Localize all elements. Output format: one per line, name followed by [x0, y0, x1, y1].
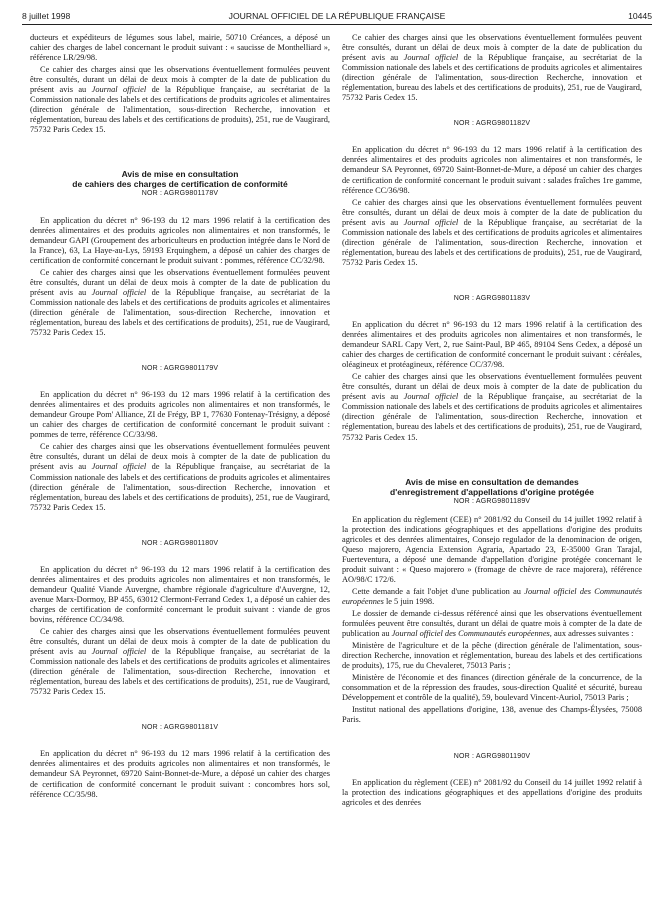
right-column [342, 33, 642, 810]
paragraph: En application du règlement (CEE) n° 2081/92 du Conseil du 14 juillet 1992 relatif à la protection des indications géographiques et des appellations d'origine des produits agricoles et des denrées [342, 777, 642, 807]
page-header [22, 11, 652, 25]
nor-reference: NOR : AGRG9801190V [453, 752, 531, 760]
nor-reference: NOR : AGRG9801183V [453, 294, 531, 302]
paragraph: Le dossier de demande ci-dessus référencé ainsi que les observations éventuellement formulées peuvent être consultés, durant un délai de quatre mois à compter de la date de publication au Journal officiel des Communautés européennes, aux adresses suivantes : [342, 609, 642, 639]
paragraph: Ce cahier des charges ainsi que les observations éventuellement formulées peuvent être consultés, durant un délai de deux mois à compter de la date de publication du présent avis au Journal officiel de la République française, au secrétariat de la Commission nationale des labels et des certifications de produits agricoles et alimentaires (direction générale de l'alimentation, sous-direction Recherche, innovation et réglementation, bureau des labels et des certifications de produits), 251, rue de Vaugirard, 75732 Paris Cedex 15. [342, 33, 642, 103]
paragraph: Cette demande a fait l'objet d'une publication au Journal officiel des Communautés européennes le 5 juin 1998. [342, 586, 643, 606]
paragraph: En application du décret n° 96-193 du 12 mars 1996 relatif à la certification des denrées alimentaires et des produits agricoles non alimentaires et non transformés, le demandeur Qualité Viande Auvergne, chambre régionale d'agriculture d'Auvergne, 12, avenue Marx-Dormoy, BP 455, 63012 Clermont-Ferrand Cedex 1, a déposé un cahier des charges de certification de conformité concernant le produit suivant : viande de gros bovins, référence CC/34/98. [30, 564, 330, 624]
left-column [30, 33, 330, 802]
paragraph: Ce cahier des charges ainsi que les observations éventuellement formulées peuvent être consultés, durant un délai de deux mois à compter de la date de publication du présent avis au Journal officiel de la République française, au secrétariat de la Commission nationale des labels et des certifications de produits agricoles et alimentaires (direction générale de l'alimentation, sous-direction Recherche, innovation et réglementation, bureau des labels et des certifications de produits), 251, rue de Vaugirard, 75732 Paris Cedex 15. [30, 65, 330, 135]
section-heading: Avis de mise en consultation de demandes [405, 476, 579, 487]
nor-reference: NOR : AGRG9801182V [453, 120, 531, 128]
paragraph: En application du décret n° 96-193 du 12 mars 1996 relatif à la certification des denrées alimentaires et des produits agricoles non alimentaires et non transformés, le demandeur SA Peyronnet, 69720 Saint-Bonnet-de-Mure, a déposé un cahier des charges de certification de conformité concernant le produit suivant : salades fraîches 1re gamme, référence CC/36/98. [342, 145, 642, 195]
nor-reference: NOR : AGRG9801189V [453, 497, 531, 505]
page-number: 10445 [628, 11, 652, 21]
paragraph: En application du décret n° 96-193 du 12 mars 1996 relatif à la certification des denrées alimentaires et des produits agricoles non alimentaires et non transformés, le demandeur SA Peyronnet, 69720 Saint-Bonnet-de-Mure, a déposé un cahier des charges de certification de conformité concernant le produit suivant : concombres hors sol, référence CC/35/98. [30, 749, 330, 799]
paragraph: Ce cahier des charges ainsi que les observations éventuellement formulées peuvent être consultés, durant un délai de deux mois à compter de la date de publication du présent avis au Journal officiel de la République française, au secrétariat de la Commission nationale des labels et des certifications de produits agricoles et alimentaires (direction générale de l'alimentation, sous-direction Recherche, innovation et réglementation, bureau des labels et des certifications de produits), 251, rue de Vaugirard, 75732 Paris Cedex 15. [30, 267, 330, 338]
journal-title: JOURNAL OFFICIEL DE LA RÉPUBLIQUE FRANÇAISE [228, 11, 446, 21]
nor-reference: NOR : AGRG9801178V [141, 190, 219, 198]
paragraph: Ce cahier des charges ainsi que les observations éventuellement formulées peuvent être consultés, durant un délai de deux mois à compter de la date de publication du présent avis au Journal officiel de la République française, au secrétariat de la Commission nationale des labels et des certifications de produits agricoles et alimentaires (direction générale de l'alimentation, sous-direction Recherche, innovation et réglementation, bureau des labels et des certifications de produits), 251, rue de Vaugirard, 75732 Paris Cedex 15. [342, 372, 642, 442]
paragraph: En application du décret n° 96-193 du 12 mars 1996 relatif à la certification des denrées alimentaires et des produits agricoles non alimentaires et non transformés, le demandeur SARL Capy Vert, 2, rue Saint-Paul, BP 465, 89104 Sens Cedex, a déposé un cahier des charges de certification de conformité concernant le produit suivant : céréales, oléagineux et protéagineux, référence CC/37/98. [342, 319, 642, 370]
section-heading: d'enregistrement d'appellations d'origine protégée [390, 486, 594, 497]
paragraph: En application du décret n° 96-193 du 12 mars 1996 relatif à la certification des denrées alimentaires et des produits agricoles non alimentaires et non transformés, le demandeur Groupe Pom' Alliance, ZI de Frégy, BP 1, 77630 Fontenay-Trésigny, a déposé un cahier des charges de certification de conformité concernant le produit suivant : pommes de terre, référence CC/33/98. [30, 390, 330, 440]
paragraph: ducteurs et expéditeurs de légumes sous label, mairie, 50710 Créances, a déposé un cahier des charges de label concernant le produit suivant : « saucisse de Monthelliard », référence LR/29/98. [30, 33, 330, 63]
header-rule [22, 24, 652, 25]
paragraph: Ce cahier des charges ainsi que les observations éventuellement formulées peuvent être consultés, durant un délai de deux mois à compter de la date de publication du présent avis au Journal officiel de la République française, au secrétariat de la Commission nationale des labels et des certifications de produits agricoles et alimentaires (direction générale de l'alimentation, sous-direction Recherche, innovation et réglementation, bureau des labels et des certifications de produits), 251, rue de Vaugirard, 75732 Paris Cedex 15. [30, 442, 330, 512]
header-date: 8 juillet 1998 [22, 11, 71, 21]
nor-reference: NOR : AGRG9801181V [141, 724, 219, 732]
section-heading: de cahiers des charges de certification de conformité [72, 179, 288, 190]
nor-reference: NOR : AGRG9801180V [141, 539, 219, 547]
paragraph: Ce cahier des charges ainsi que les observations éventuellement formulées peuvent être consultés, durant un délai de deux mois à compter de la date de publication du présent avis au Journal officiel de la République française, au secrétariat de la Commission nationale des labels et des certifications de produits agricoles et alimentaires (direction générale de l'alimentation, sous-direction Recherche, innovation et réglementation, bureau des labels et des certifications de produits), 251, rue de Vaugirard, 75732 Paris Cedex 15. [342, 197, 642, 267]
nor-reference: NOR : AGRG9801179V [141, 365, 219, 373]
section-heading: Avis de mise en consultation [121, 169, 239, 180]
paragraph: En application du règlement (CEE) n° 2081/92 du Conseil du 14 juillet 1992 relatif à la protection des indications géographiques et des appellations d'origine des produits agricoles et des denrées alimentaires, Consejo regulador de la denominacion de origen, Queso majorero, Agencia Extension Agraria, Apartado 23, E-35000 Gran Tarajal, Fuerteventura, a déposé une demande d'appellation d'origine protégée concernant le produit suivant : « Queso majorero » (fromage de chèvre de race majorera), référence AO/98/C 172/6. [342, 514, 642, 584]
paragraph: Institut national des appellations d'origine, 138, avenue des Champs-Élysées, 75008 Paris. [342, 705, 642, 725]
paragraph: Ministère de l'agriculture et de la pêche (direction générale de l'alimentation, sous-direction Recherche, innovation et réglementation, bureau des labels et des certifications de produits), 175, rue du Chevaleret, 75013 Paris ; [342, 641, 642, 671]
paragraph: Ce cahier des charges ainsi que les observations éventuellement formulées peuvent être consultés, durant un délai de deux mois à compter de la date de publication du présent avis au Journal officiel de la République française, au secrétariat de la Commission nationale des labels et des certifications de produits agricoles et alimentaires (direction générale de l'alimentation, sous-direction Recherche, innovation et réglementation, bureau des labels et des certifications de produits), 251, rue de Vaugirard, 75732 Paris Cedex 15. [30, 627, 330, 697]
paragraph: Ministère de l'économie et des finances (direction générale de la concurrence, de la consommation et de la répression des fraudes, sous-direction Qualité et sécurité, bureau Développement et contrôle de la qualité), 59, boulevard Vincent-Auriol, 75013 Paris ; [342, 673, 642, 703]
paragraph: En application du décret n° 96-193 du 12 mars 1996 relatif à la certification des denrées alimentaires et des produits agricoles non alimentaires et non transformés, le demandeur GAPI (Groupement des arboriculteurs en production intégrée dans le Nord de la France), 63, La Haye-au-Lys, 59193 Erquinghem, a déposé un cahier des charges de certification de conformité concernant le produit suivant : pommes, référence CC/32/98. [30, 215, 330, 265]
